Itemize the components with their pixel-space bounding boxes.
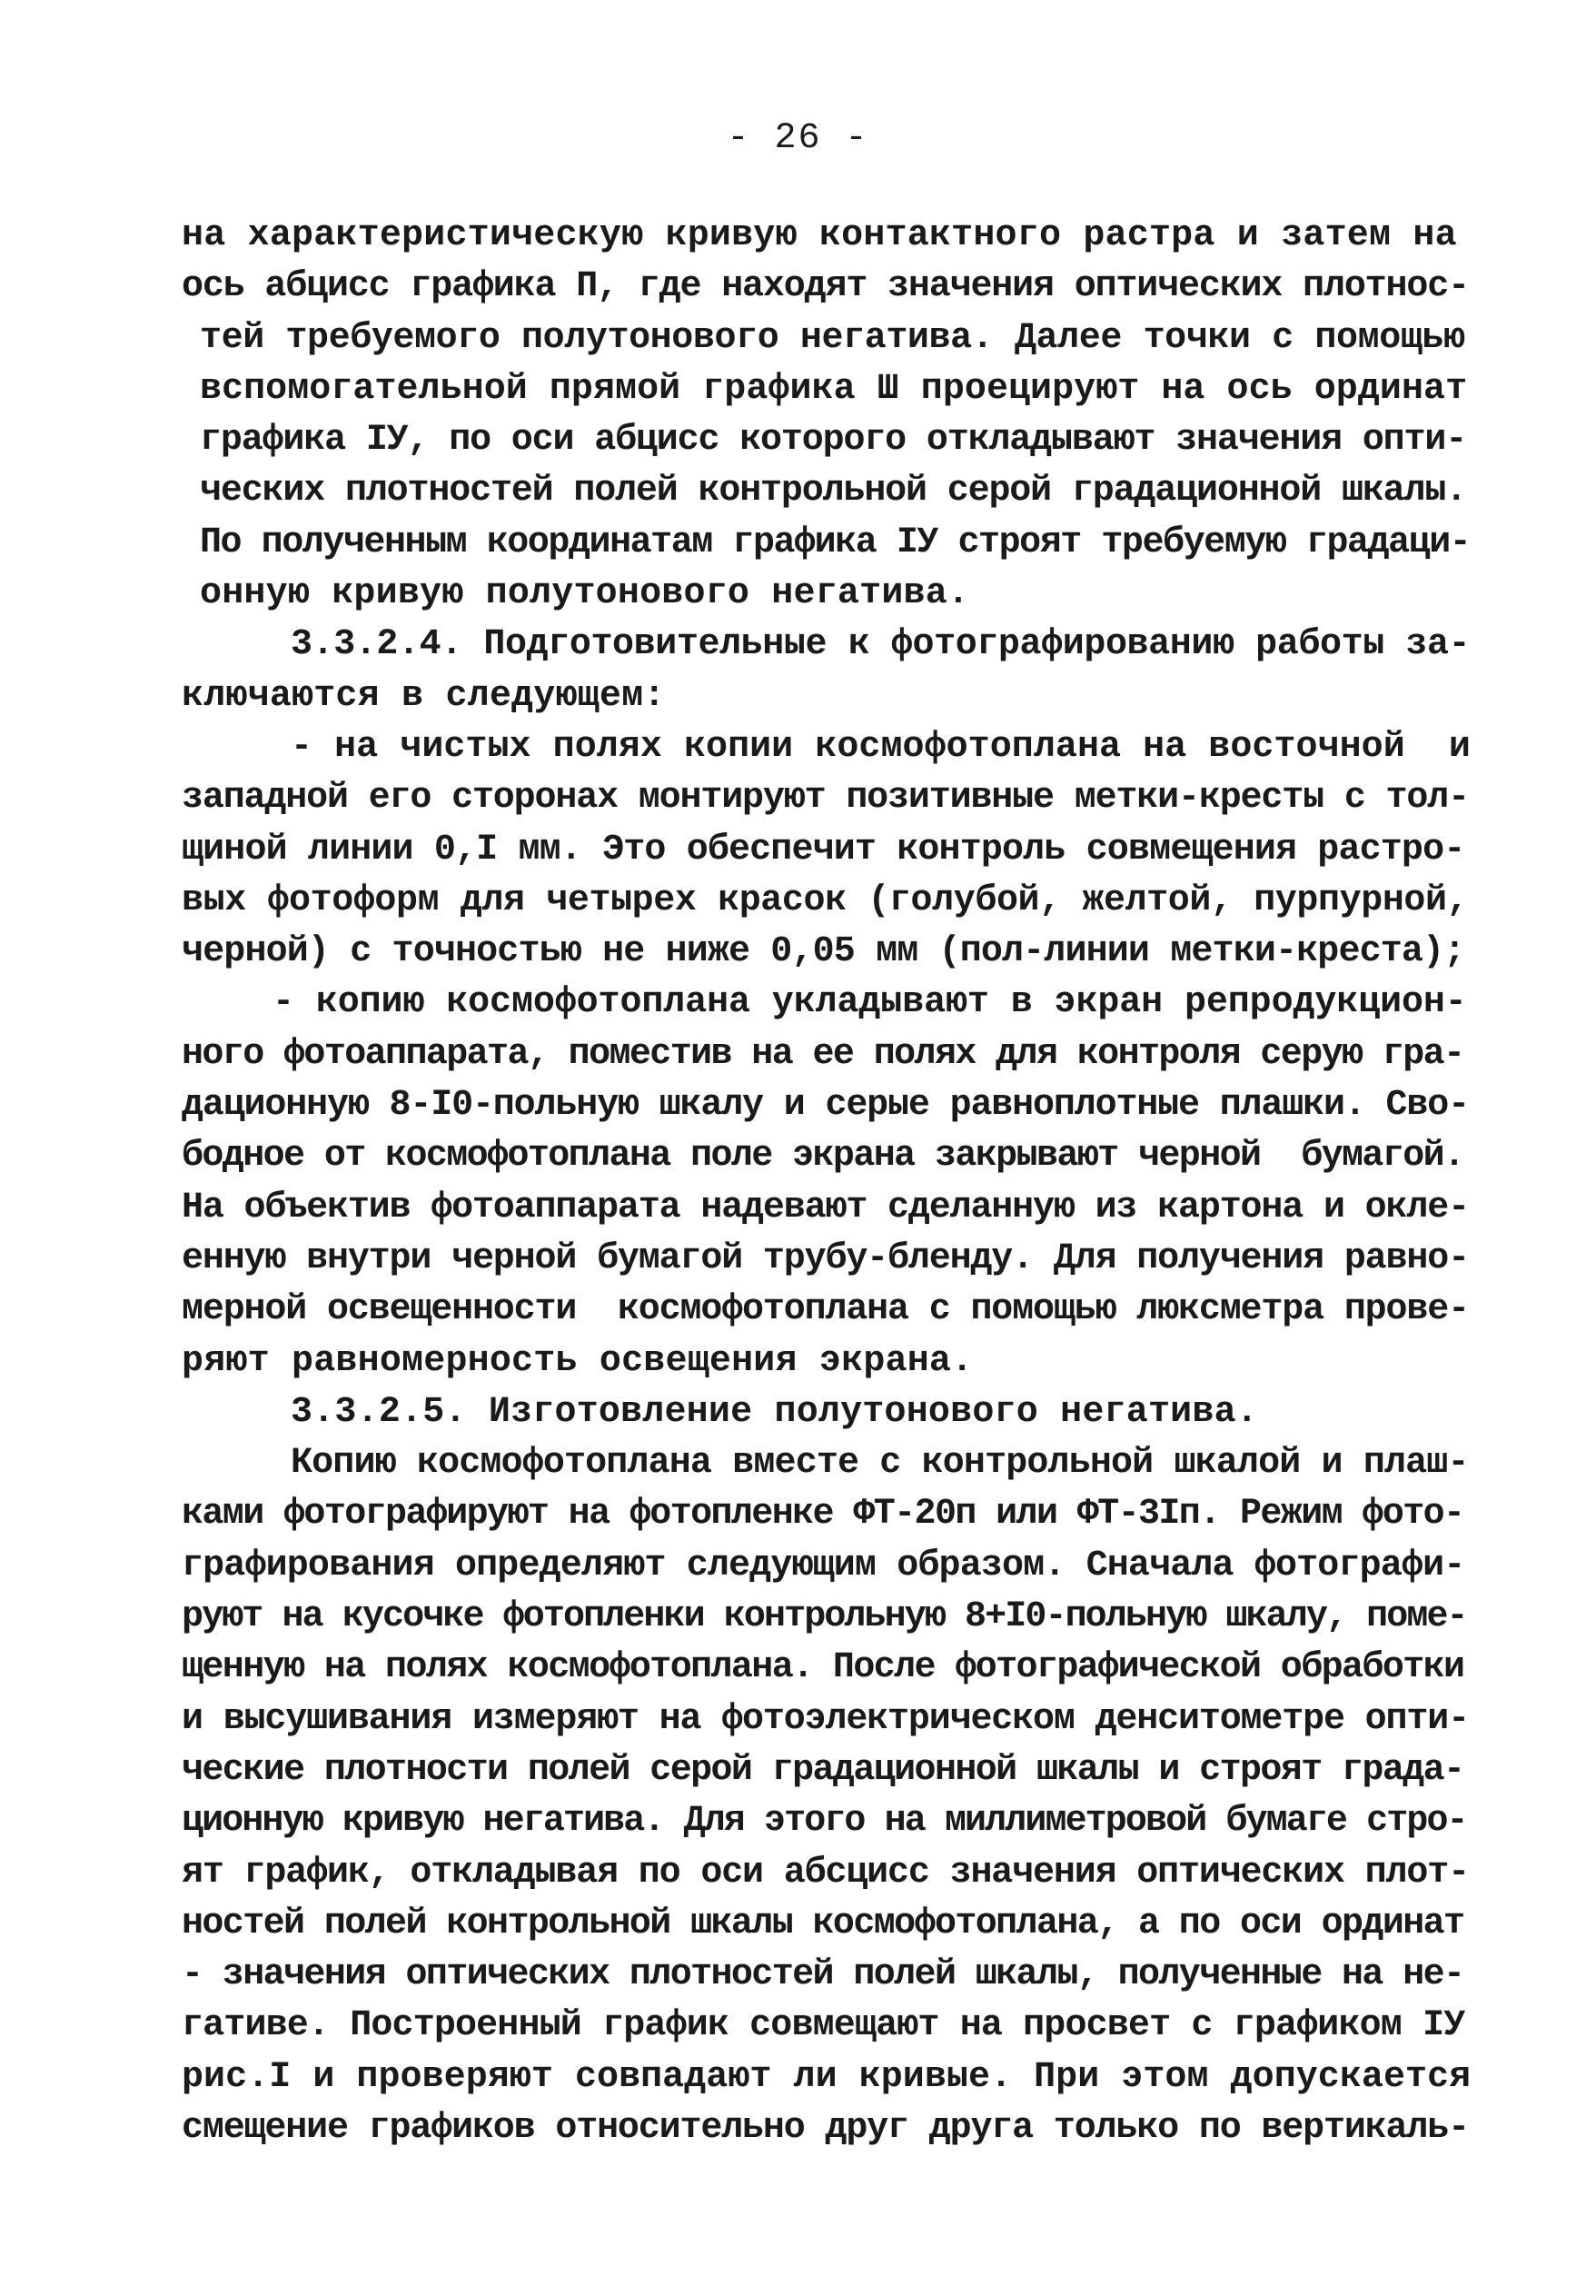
text-line: ционную кривую негатива. Для этого на миллиметровой бумаге стро- — [182, 1801, 1467, 1843]
text-line: смещение графиков относительно друг друга только по вертикаль- — [182, 2107, 1469, 2149]
text-line: дационную 8-I0-польную шкалу и серые равноплотные плашки. Сво- — [182, 1085, 1469, 1127]
text-line: на характеристическую кривую контактного растра и затем на — [182, 215, 1457, 256]
text-line: ностей полей контрольной шкалы космофотоплана, а по оси ординат — [182, 1903, 1464, 1944]
text-line: ключаются в следующем: — [182, 675, 666, 717]
text-line: ят график, откладывая по оси абсцисс значения оптических плот- — [182, 1852, 1469, 1893]
text-line: щенную на полях космофотоплана. После фотографической обработки — [182, 1647, 1464, 1689]
text-line: ческих плотностей полей контрольной серой градационной шкалы. — [200, 471, 1467, 512]
text-line: руют на кусочке фотопленки контрольную 8+I0-польную шкалу, поме- — [182, 1596, 1467, 1638]
page-number: - 26 - — [727, 118, 869, 159]
text-line: онную кривую полутонового негатива. — [200, 573, 970, 615]
text-line: - на чистых полях копии космофотоплана на восточной и — [291, 726, 1471, 768]
text-line: ческие плотности полей серой градационной шкалы и строят града- — [182, 1749, 1464, 1791]
text-line: 3.3.2.5. Изготовление полутонового негатива. — [291, 1391, 1258, 1433]
text-line: графика IУ, по оси абцисс которого откладывают значения опти- — [200, 420, 1467, 462]
text-line: ряют равномерность освещения экрана. — [182, 1340, 974, 1382]
body-text — [182, 211, 1472, 2154]
text-line: - значения оптических плотностей полей шкалы, полученные на не- — [182, 1954, 1464, 1996]
text-line: и высушивания измеряют на фотоэлектрическом денситометре опти- — [182, 1698, 1469, 1740]
text-line: бодное от космофотоплана поле экрана закрывают черной бумагой. — [182, 1136, 1464, 1178]
text-line: вых фотоформ для четырех красок (голубой, желтой, пурпурной, — [182, 880, 1469, 921]
text-line: щиной линии 0,I мм. Это обеспечит контроль совмещения растро- — [182, 829, 1465, 870]
text-line: По полученным координатам графика IУ строят требуемую градаци- — [200, 522, 1471, 563]
text-line: гативе. Построенный график совмещают на просвет с графиком IУ — [182, 2005, 1465, 2047]
text-line: рис.I и проверяют совпадают ли кривые. При этом допускается — [182, 2056, 1472, 2098]
text-line: ками фотографируют на фотопленке ФТ-20п или ФТ-3Iп. Режим фото- — [182, 1494, 1464, 1536]
text-line: Копию космофотоплана вместе с контрольной шкалой и плаш- — [291, 1443, 1469, 1485]
text-line: черной) с точностью не ниже 0,05 мм (пол-линии метки-креста); — [182, 931, 1465, 973]
text-line: На объектив фотоаппарата надевают сделанную из картона и окле- — [182, 1187, 1469, 1228]
text-line: вспомогательной прямой графика Ш проецируют на ось ординат — [200, 368, 1468, 410]
text-line: ного фотоаппарата, поместив на ее полях для контроля серую гра- — [182, 1033, 1464, 1075]
text-line: - копию космофотоплана укладывают в экран репродукцион- — [273, 982, 1467, 1024]
text-line: енную внутри черной бумагой трубу-бленду. Для получения равно- — [182, 1237, 1469, 1279]
text-line: 3.3.2.4. Подготовительные к фотографированию работы за- — [291, 624, 1471, 666]
text-line: мерной освещенности космофотоплана с помощью люксметра прове- — [182, 1289, 1469, 1331]
text-line: ось абцисс графика П, где находят значения оптических плотнос- — [182, 266, 1469, 308]
text-line: тей требуемого полутонового негатива. Далее точки с помощью — [200, 317, 1465, 359]
text-line: западной его сторонах монтируют позитивные метки-кресты с тол- — [182, 778, 1469, 820]
text-line: графирования определяют следующим образом. Сначала фотографи- — [182, 1545, 1465, 1586]
